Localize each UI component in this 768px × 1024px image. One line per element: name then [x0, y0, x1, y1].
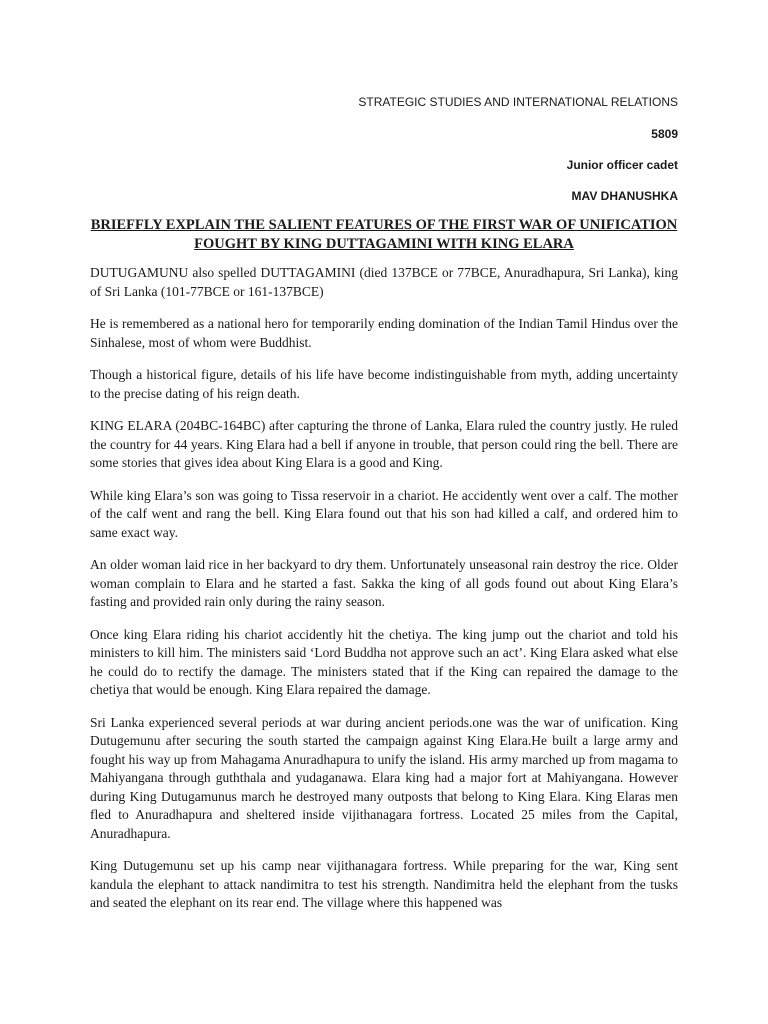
paragraph: DUTUGAMUNU also spelled DUTTAGAMINI (died 137BCE or 77BCE, Anuradhapura, Sri Lanka), king of Sri Lanka (101-77BCE or 161-137BCE)	[90, 265, 678, 299]
paragraph: King Dutugemunu set up his camp near vijithanagara fortress. While preparing for the war, King sent kandula the elephant to attack nandimitra to test his strength. Nandimitra held the elephant from the tusks and seated the elephant on its rear end. The village where this happened was	[90, 858, 678, 910]
paragraph: He is remembered as a national hero for temporarily ending domination of the Indian Tamil Hindus over the Sinhalese, most of whom were Buddhist.	[90, 316, 678, 350]
paragraph: Though a historical figure, details of his life have become indistinguishable from myth, adding uncertainty to the precise dating of his reign death.	[90, 367, 678, 401]
essay-title: BRIEFFLY EXPLAIN THE SALIENT FEATURES OF THE FIRST WAR OF UNIFICATION FOUGHT BY KING DUTTAGAMINI WITH KING ELARA	[90, 217, 678, 252]
paragraph: KING ELARA (204BC-164BC) after capturing the throne of Lanka, Elara ruled the country justly. He ruled the country for 44 years. King Elara had a bell if anyone in trouble, that person could ring the bell. There are some stories that gives idea about King Elara is a good and King.	[90, 418, 678, 470]
paragraph: An older woman laid rice in her backyard to dry them. Unfortunately unseasonal rain destroy the rice. Older woman complain to Elara and he started a fast. Sakka the king of all gods found out about King Elara’s fasting and provided rain only during the rainy season.	[90, 557, 678, 609]
paragraph: Sri Lanka experienced several periods at war during ancient periods.one was the war of unification. King Dutugemunu after securing the south started the campaign against King Elara.He built a large army and fought his way up from Mahagama Anuradhapura to unify the island. His army marched up from magama to Mahiyangana through guththala and yudaganawa. Elara king had a major fort at Mahiyangana. However during King Dutugamunus march he destroyed many outposts that belong to King Elara. King Elaras men fled to Anuradhapura and sheltered inside vijithanagara fortress. Located 25 miles from the Capital, Anuradhapura.	[90, 714, 678, 841]
student-name: MAV DHANUSHKA	[571, 189, 678, 203]
student-number: 5809	[651, 127, 678, 141]
paragraph: While king Elara’s son was going to Tissa reservoir in a chariot. He accidently went over a calf. The mother of the calf went and rang the bell. King Elara found out that his son had killed a calf, and ordered him to same exact way.	[90, 487, 678, 540]
essay-body	[90, 264, 678, 927]
paragraph: Once king Elara riding his chariot accidently hit the chetiya. The king jump out the chariot and told his ministers to kill him. The ministers said ‘Lord Buddha not approve such an act’. King Elara asked what else he could do to rectify the damage. The ministers stated that if the King can repaired the damage to the chetiya that would be enough. King Elara repaired the damage.	[90, 626, 678, 697]
course-title: STRATEGIC STUDIES AND INTERNATIONAL RELATIONS	[358, 95, 678, 109]
student-rank: Junior officer cadet	[566, 158, 678, 172]
